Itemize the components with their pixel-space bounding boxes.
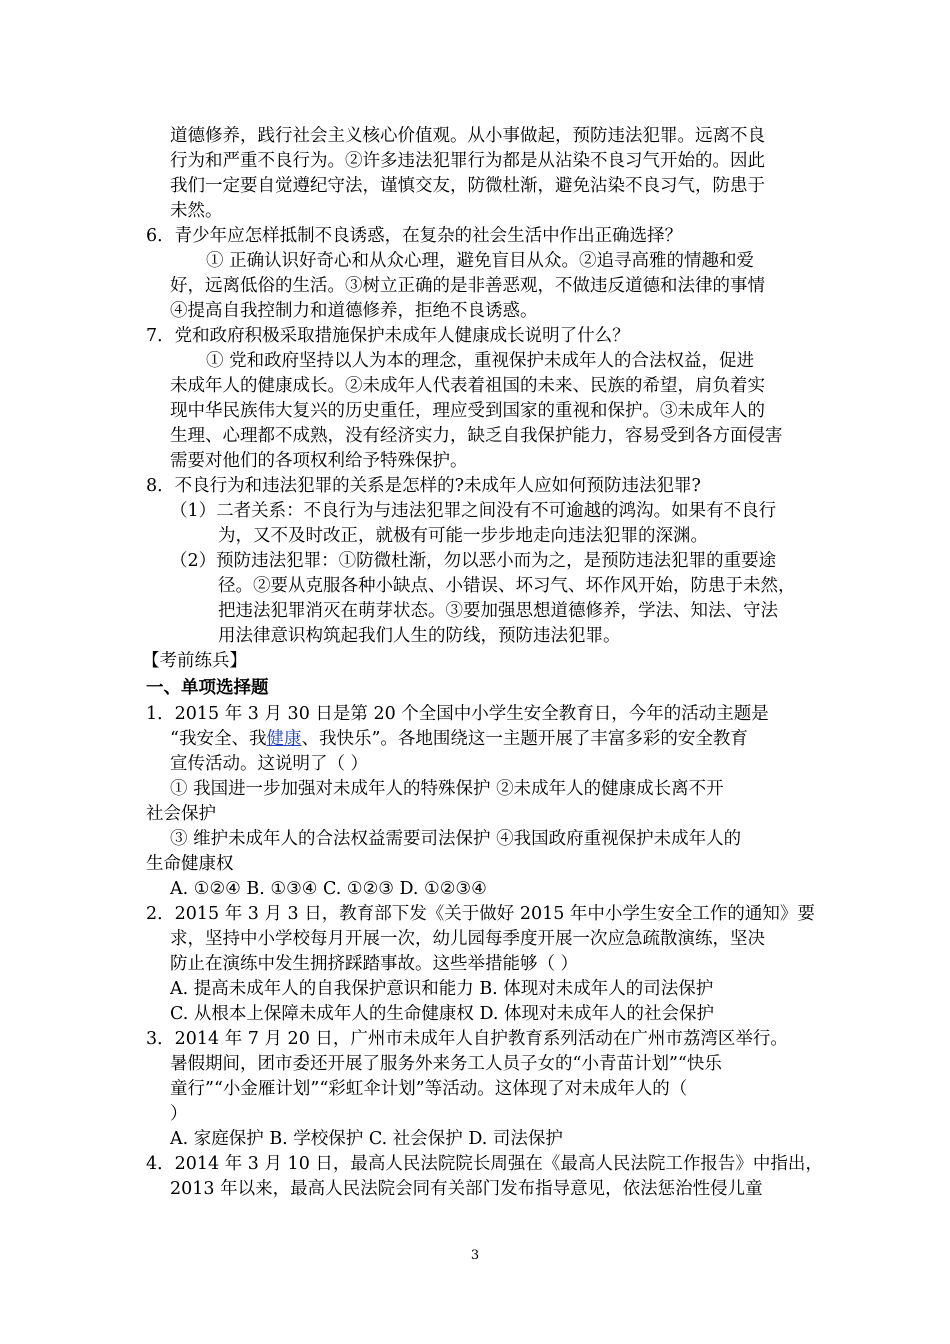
text-line: 2013 年以来，最高人民法院会同有关部门发布指导意见，依法惩治性侵儿童	[170, 1179, 763, 1199]
health-link[interactable]: 健康	[266, 729, 302, 749]
text-line: 径。②要从克服各种小缺点、小错误、坏习气、坏作风开始，防患于未然，	[218, 576, 796, 596]
text-line: 未成年人的健康成长。②未成年人代表着祖国的未来、民族的希望，肩负着实	[170, 376, 765, 396]
page-number: 3	[470, 1248, 480, 1263]
text-line: （2）预防违法犯罪：①防微杜渐，勿以恶小而为之，是预防违法犯罪的重要途	[170, 551, 777, 571]
text-line: 童行”“小金雁计划”“彩虹伞计划”等活动。这体现了对未成年人的（	[170, 1079, 688, 1099]
text-line: 生命健康权	[146, 854, 234, 874]
question-6: 6．青少年应怎样抵制不良诱惑，在复杂的社会生活中作出正确选择？	[146, 226, 683, 246]
text-line: 把违法犯罪消灭在萌芽状态。③要加强思想道德修养，学法、知法、守法	[218, 601, 778, 621]
text-line: 好，远离低俗的生活。③树立正确的是非善恶观，不做违反道德和法律的事情	[170, 276, 765, 296]
text-line: ① 党和政府坚持以人为本的理念，重视保护未成年人的合法权益，促进	[206, 351, 755, 371]
section-heading-single-choice: 一、单项选择题	[146, 678, 269, 698]
text-line: 未然。	[170, 201, 223, 221]
text-line: 现中华民族伟大复兴的历史重任，理应受到国家的重视和保护。③未成年人的	[170, 401, 765, 421]
answer-options: A. 提高未成年人的自我保护意识和能力 B. 体现对未成年人的司法保护	[170, 979, 714, 999]
text-line: “我安全、我健康、我快乐”。各地围绕这一主题开展了丰富多彩的安全教育	[170, 729, 748, 749]
question-8: 8．不良行为和违法犯罪的关系是怎样的?未成年人应如何预防违法犯罪?	[146, 476, 701, 496]
answer-options: A. 家庭保护 B. 学校保护 C. 社会保护 D. 司法保护	[170, 1129, 563, 1149]
text-line: 行为和严重不良行为。②许多违法犯罪行为都是从沾染不良习气开始的。因此	[170, 151, 765, 171]
text-line: 求，坚持中小学校每月开展一次，幼儿园每季度开展一次应急疏散演练，坚决	[170, 929, 765, 949]
text-line: ③ 维护未成年人的合法权益需要司法保护 ④我国政府重视保护未成年人的	[170, 829, 742, 849]
text-line: 生理、心理都不成熟，没有经济实力，缺乏自我保护能力，容易受到各方面侵害	[170, 426, 783, 446]
answer-options: A. ①②④ B. ①③④ C. ①②③ D. ①②③④	[170, 879, 487, 899]
question-2: 2．2015 年 3 月 3 日，教育部下发《关于做好 2015 年中小学生安全工作的通知》要	[146, 904, 815, 924]
text-line: 社会保护	[146, 804, 216, 824]
text-line: 我们一定要自觉遵纪守法，谨慎交友，防微杜渐，避免沾染不良习气，防患于	[170, 176, 765, 196]
text-line: ）	[170, 1104, 188, 1124]
text-line: ① 我国进一步加强对未成年人的特殊保护 ②未成年人的健康成长离不开	[170, 779, 724, 799]
text-line: 为，又不及时改正，就极有可能一步步地走向违法犯罪的深渊。	[218, 526, 708, 546]
text-line: 需要对他们的各项权利给予特殊保护。	[170, 451, 468, 471]
answer-options: C. 从根本上保障未成年人的生命健康权 D. 体现对未成年人的社会保护	[170, 1004, 714, 1024]
text-line: ① 正确认识好奇心和从众心理，避免盲目从众。②追寻高雅的情趣和爱	[206, 251, 755, 271]
text-line: ④提高自我控制力和道德修养，拒绝不良诱惑。	[170, 301, 538, 321]
question-3: 3．2014 年 7 月 20 日，广州市未成年人自护教育系列活动在广州市荔湾区举行。	[146, 1029, 788, 1049]
text-line: 用法律意识构筑起我们人生的防线，预防违法犯罪。	[218, 626, 621, 646]
text-line: 防止在演练中发生拥挤踩踏事故。这些举措能够（ ）	[170, 954, 579, 974]
text-line: 暑假期间，团市委还开展了服务外来务工人员子女的“小青苗计划”“快乐	[170, 1054, 722, 1074]
text-line: 道德修养，践行社会主义核心价值观。从小事做起，预防违法犯罪。远离不良	[170, 126, 765, 146]
section-heading-practice: 【考前练兵】	[142, 651, 247, 671]
text-line: （1）二者关系：不良行为与违法犯罪之间没有不可逾越的鸿沟。如果有不良行	[170, 501, 777, 521]
question-1: 1．2015 年 3 月 30 日是第 20 个全国中小学生安全教育日，今年的活动主题是	[146, 704, 769, 724]
question-7: 7．党和政府积极采取措施保护未成年人健康成长说明了什么？	[146, 326, 630, 346]
question-4: 4．2014 年 3 月 10 日，最高人民法院院长周强在《最高人民法院工作报告》中指出，	[146, 1154, 823, 1174]
text-line: 宣传活动。这说明了（ ）	[170, 754, 369, 774]
